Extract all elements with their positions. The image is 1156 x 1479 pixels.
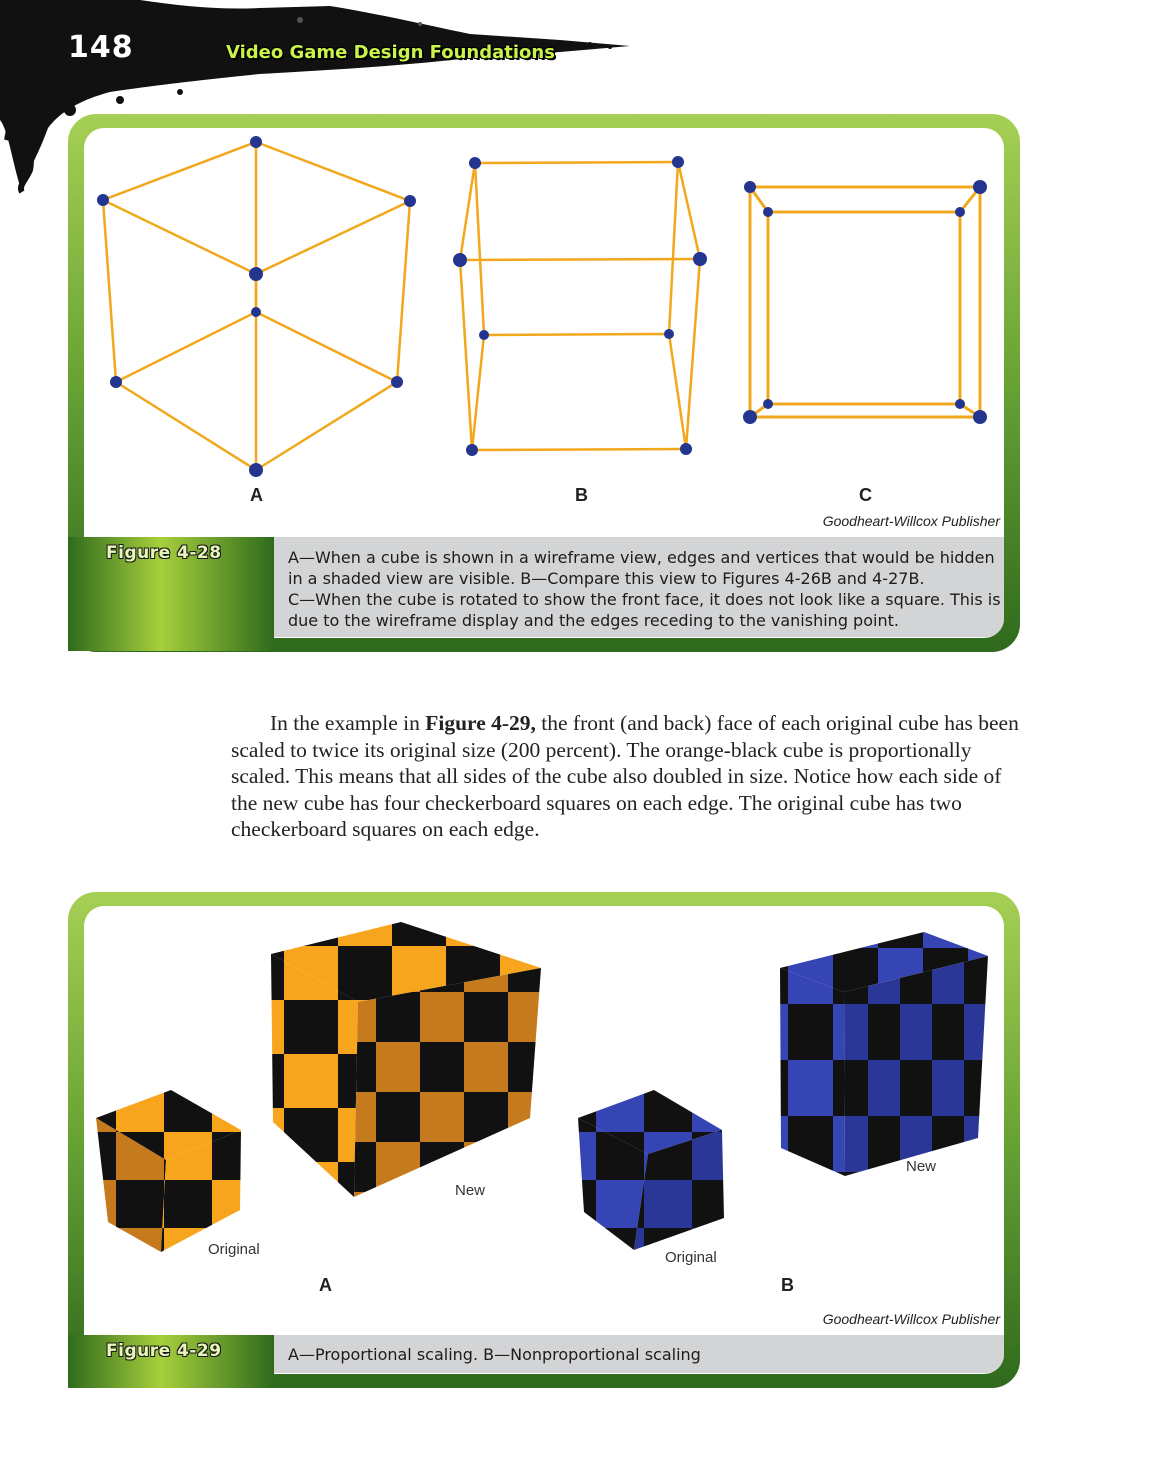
wireframe-cube-b-vertices	[453, 156, 707, 456]
figure-label	[68, 537, 274, 651]
panel-letter-b: B	[781, 1275, 794, 1295]
cube-b-new-label: New	[906, 1158, 937, 1175]
cube-a-original-label: Original	[208, 1241, 260, 1258]
cube-b-original-label: Original	[665, 1249, 717, 1266]
paragraph-body: the front (and back) face of each original cube has been scaled to twice its original size (200 percent). The orange-black cube is proportionally scaled. This means that all sides of the cube also doubled in size. Notice how each side of the new cube has four checkerboard squares on each edge. The original cube has two checkerboard squares on each edge.	[231, 711, 1019, 841]
paragraph-prefix: In the example in	[270, 711, 426, 735]
wireframe-cube-c	[750, 187, 980, 417]
panel-letter-c: C	[859, 485, 872, 505]
figure-label-text: Figure 4-29	[106, 1341, 222, 1361]
cube-a-new	[271, 922, 541, 1197]
figure-credit: Goodheart-Willcox Publisher	[822, 1311, 1000, 1327]
figure-label-text: Figure 4-28	[106, 543, 222, 563]
figure-credit: Goodheart-Willcox Publisher	[822, 513, 1000, 529]
caption-line: A—When a cube is shown in a wireframe view, edges and vertices that would be hidden	[288, 548, 995, 567]
page-number: 148	[68, 30, 134, 65]
figure-reference: Figure 4-29,	[425, 711, 536, 735]
panel-letter-a: A	[319, 1275, 332, 1295]
panel-letter-a: A	[250, 485, 263, 505]
cube-b-original	[578, 1090, 724, 1250]
caption-line: in a shaded view are visible. B—Compare this view to Figures 4-26B and 4-27B.	[288, 569, 925, 588]
cube-b-new	[780, 932, 988, 1176]
scaling-cubes	[68, 892, 1020, 1332]
wireframe-cube-c-vertices	[743, 180, 987, 424]
figure-4-29	[68, 892, 1020, 1388]
wireframe-cube-a	[103, 142, 410, 470]
cube-a-original	[96, 1090, 241, 1252]
figure-caption	[288, 547, 1001, 631]
wireframe-cubes	[68, 114, 1020, 534]
panel-letter-b: B	[575, 485, 588, 505]
caption-line: due to the wireframe display and the edges receding to the vanishing point.	[288, 611, 899, 630]
wireframe-cube-b	[460, 162, 700, 450]
body-paragraph	[231, 710, 1021, 843]
figure-label	[68, 1335, 274, 1388]
figure-caption: A—Proportional scaling. B—Nonproportional scaling	[288, 1345, 701, 1364]
caption-line: C—When the cube is rotated to show the front face, it does not look like a square. This is	[288, 590, 1001, 609]
cube-a-new-label: New	[455, 1182, 486, 1199]
figure-4-28	[68, 114, 1020, 652]
book-title: Video Game Design Foundations	[226, 42, 555, 63]
